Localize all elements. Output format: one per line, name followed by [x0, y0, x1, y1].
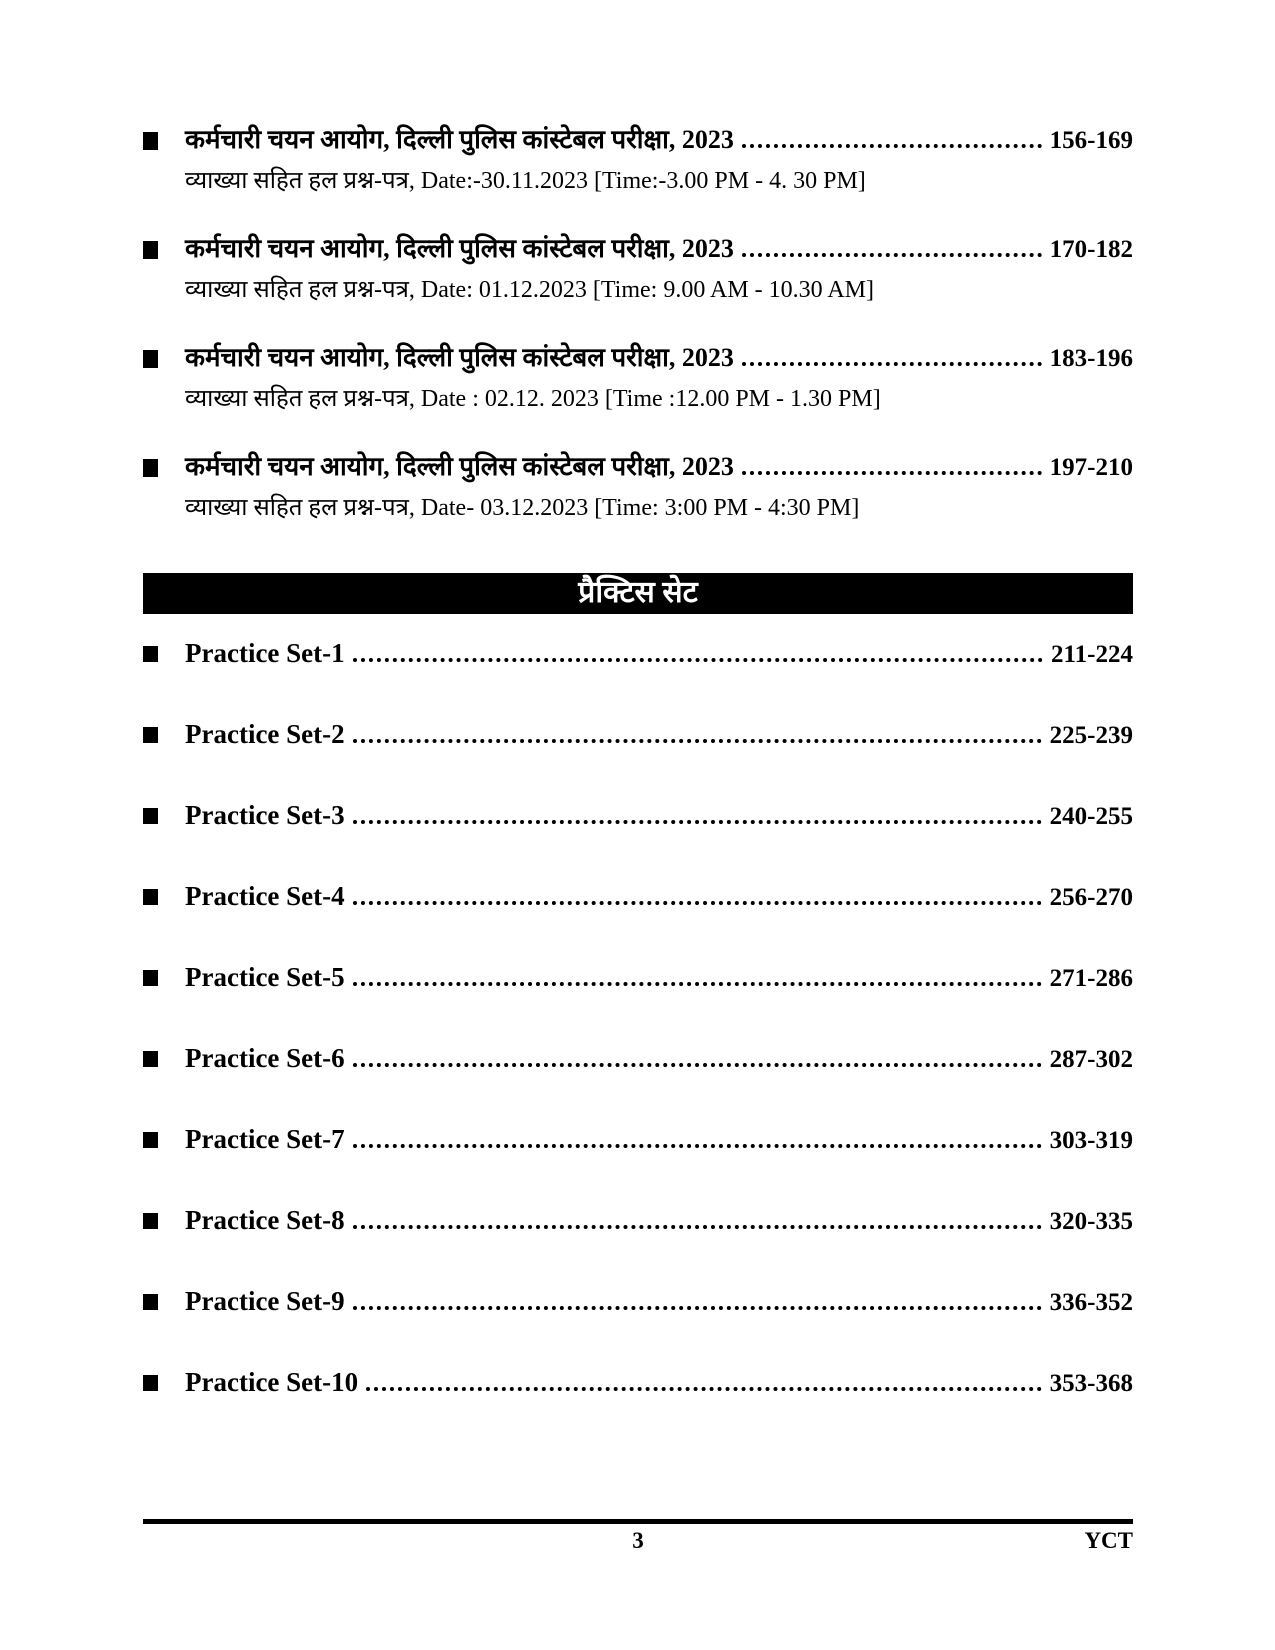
practice-set-row — [143, 636, 1133, 670]
exam-entry-row — [143, 120, 1133, 196]
bullet-square-icon — [143, 727, 158, 743]
bullet-square-icon — [143, 646, 158, 662]
page-range: 211-224 — [1051, 641, 1133, 668]
entry-subtitle: व्याख्या सहित हल प्रश्न-पत्र, Date- 03.12.2023 [Time: 3:00 PM - 4:30 PM] — [185, 495, 860, 521]
bullet-square-icon — [143, 1051, 158, 1067]
exam-entry-row — [143, 447, 1133, 523]
page-range: 197-210 — [1049, 454, 1133, 481]
bullet-square-icon — [143, 1294, 158, 1310]
practice-set-label: Practice Set-10 — [185, 1367, 359, 1397]
dotted-leader — [353, 820, 1042, 824]
entry-title: कर्मचारी चयन आयोग, दिल्ली पुलिस कांस्टेबल परीक्षा, 2023 — [185, 125, 734, 154]
practice-set-row — [143, 798, 1133, 832]
practice-set-row — [143, 717, 1133, 751]
exam-entry-line — [143, 338, 1133, 378]
footer-page-number: 3 — [632, 1528, 644, 1553]
section-banner: प्रैक्टिस सेट — [143, 573, 1133, 614]
dotted-leader — [353, 1225, 1042, 1229]
bullet-square-icon — [143, 1132, 158, 1148]
dotted-leader — [353, 1306, 1042, 1310]
bullet-square-icon — [143, 350, 158, 368]
practice-set-row — [143, 960, 1133, 994]
practice-set-row — [143, 1203, 1133, 1237]
dotted-leader — [366, 1387, 1042, 1391]
dotted-leader — [353, 901, 1042, 905]
page-range: 336-352 — [1049, 1289, 1133, 1316]
dotted-leader — [353, 739, 1042, 743]
practice-sets-section — [143, 614, 1133, 1399]
footer-rule — [143, 1519, 1133, 1554]
practice-set-label: Practice Set-6 — [185, 1043, 345, 1073]
bullet-square-icon — [143, 889, 158, 905]
page-range: 353-368 — [1049, 1370, 1133, 1397]
entry-subtitle: व्याख्या सहित हल प्रश्न-पत्र, Date : 02.12. 2023 [Time :12.00 PM - 1.30 PM] — [185, 386, 881, 412]
practice-set-label: Practice Set-4 — [185, 881, 345, 911]
entry-title: कर्मचारी चयन आयोग, दिल्ली पुलिस कांस्टेबल परीक्षा, 2023 — [185, 234, 734, 263]
bullet-square-icon — [143, 970, 158, 986]
exam-entry-line — [143, 447, 1133, 487]
page-range: 303-319 — [1049, 1127, 1133, 1154]
practice-set-row — [143, 1041, 1133, 1075]
entry-subtitle: व्याख्या सहित हल प्रश्न-पत्र, Date: 01.12.2023 [Time: 9.00 AM - 10.30 AM] — [185, 277, 875, 303]
practice-set-row — [143, 1284, 1133, 1318]
practice-set-row — [143, 879, 1133, 913]
footer-publisher: YCT — [1084, 1528, 1133, 1553]
exam-entry-line — [143, 229, 1133, 269]
dotted-leader — [742, 362, 1042, 366]
practice-set-row — [143, 1122, 1133, 1156]
dotted-leader — [353, 982, 1042, 986]
entry-title: कर्मचारी चयन आयोग, दिल्ली पुलिस कांस्टेबल परीक्षा, 2023 — [185, 452, 734, 481]
page-range: 271-286 — [1049, 965, 1133, 992]
bullet-square-icon — [143, 241, 158, 259]
exam-entry-row — [143, 338, 1133, 414]
practice-set-label: Practice Set-1 — [185, 638, 345, 668]
exam-entries-section — [143, 120, 1133, 523]
footer — [143, 1524, 1133, 1554]
dotted-leader — [742, 253, 1042, 257]
dotted-leader — [353, 658, 1043, 662]
toc-page — [143, 0, 1133, 1446]
entry-subtitle: व्याख्या सहित हल प्रश्न-पत्र, Date:-30.11.2023 [Time:-3.00 PM - 4. 30 PM] — [185, 168, 866, 194]
practice-set-label: Practice Set-7 — [185, 1124, 345, 1154]
dotted-leader — [742, 144, 1042, 148]
page-range: 240-255 — [1049, 803, 1133, 830]
entry-title: कर्मचारी चयन आयोग, दिल्ली पुलिस कांस्टेबल परीक्षा, 2023 — [185, 343, 734, 372]
dotted-leader — [353, 1144, 1042, 1148]
page-range: 170-182 — [1049, 236, 1133, 263]
page-range: 256-270 — [1049, 884, 1133, 911]
exam-entry-row — [143, 229, 1133, 305]
bullet-square-icon — [143, 132, 158, 150]
page-range: 225-239 — [1049, 722, 1133, 749]
bullet-square-icon — [143, 1375, 158, 1391]
practice-set-label: Practice Set-3 — [185, 800, 345, 830]
dotted-leader — [742, 471, 1042, 475]
practice-set-label: Practice Set-9 — [185, 1286, 345, 1316]
practice-set-label: Practice Set-8 — [185, 1205, 345, 1235]
bullet-square-icon — [143, 808, 158, 824]
exam-entry-line — [143, 120, 1133, 160]
page-range: 287-302 — [1049, 1046, 1133, 1073]
page-range: 183-196 — [1049, 345, 1133, 372]
practice-set-label: Practice Set-2 — [185, 719, 345, 749]
bullet-square-icon — [143, 459, 158, 477]
practice-set-row — [143, 1365, 1133, 1399]
practice-set-label: Practice Set-5 — [185, 962, 345, 992]
dotted-leader — [353, 1063, 1042, 1067]
page-range: 320-335 — [1049, 1208, 1133, 1235]
page-range: 156-169 — [1049, 127, 1133, 154]
bullet-square-icon — [143, 1213, 158, 1229]
